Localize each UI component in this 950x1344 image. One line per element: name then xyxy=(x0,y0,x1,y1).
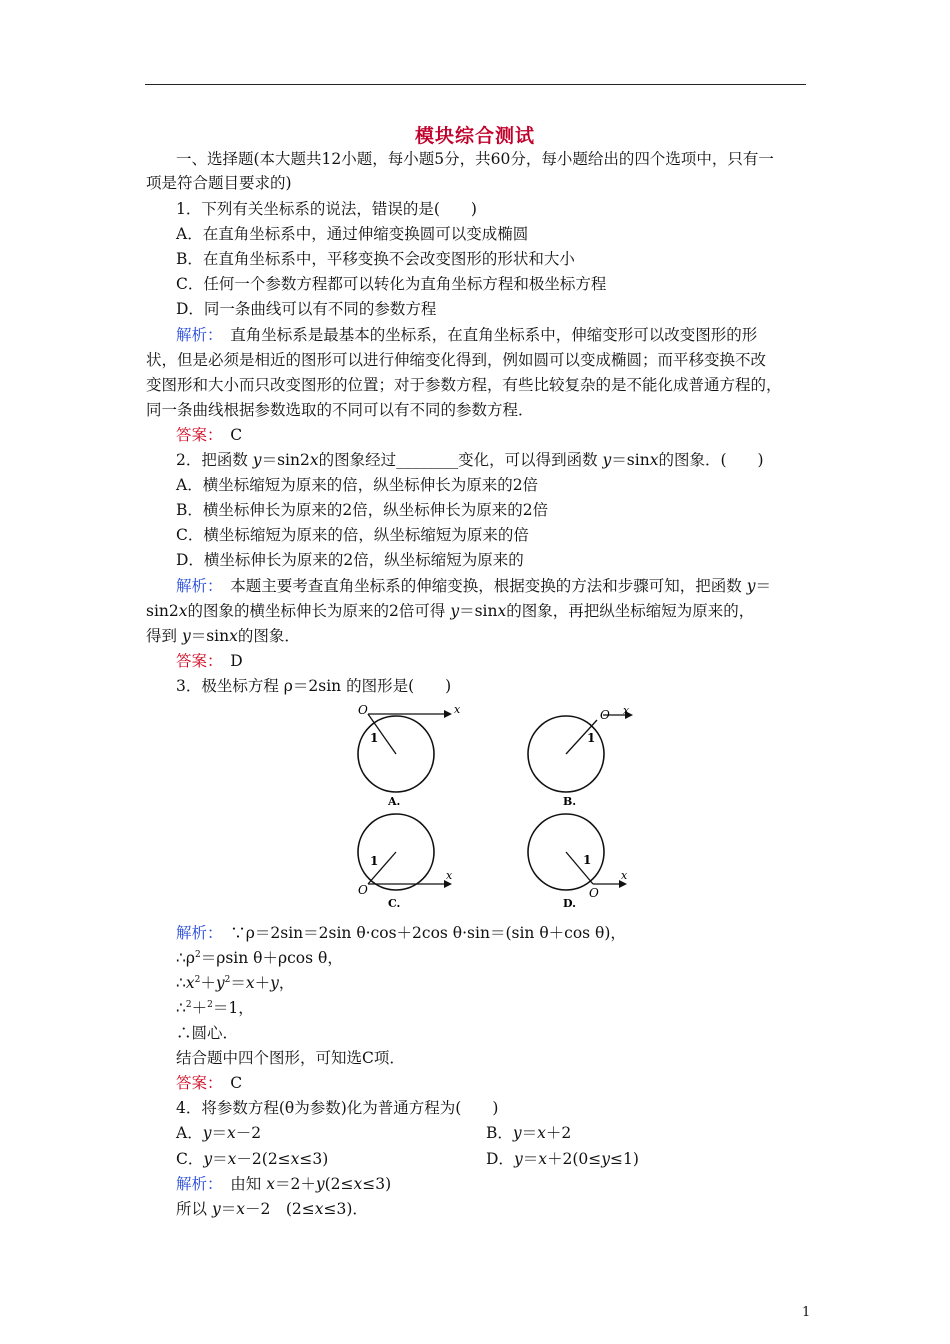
figure-option-d xyxy=(515,806,645,920)
analysis-label: 解析： xyxy=(176,924,215,942)
page-title: 模块综合测试 xyxy=(414,125,535,147)
q1-analysis-text: 直角坐标系是最基本的坐标系，在直角坐标系中，伸缩变形可以改变图形的形 xyxy=(214,326,758,344)
q1-stem: 1．下列有关坐标系的说法，错误的是( ) xyxy=(176,200,477,218)
radius-label: 1 xyxy=(583,853,592,867)
q2-option-b: B．横坐标伸长为原来的2倍，纵坐标伸长为原来的2倍 xyxy=(176,501,549,519)
q2-answer xyxy=(176,652,243,670)
q4-option-c: C．y＝x－2(2≤x≤3) xyxy=(176,1150,329,1168)
q4-analysis-2: 所以 y＝x－2 (2≤x≤3)． xyxy=(176,1200,368,1218)
answer-label: 答案： xyxy=(176,426,215,444)
q2-option-d: D．横坐标伸长为原来的2倍，纵坐标缩短为原来的 xyxy=(176,551,524,569)
q3-analysis: 解析： ∵ρ＝2sin＝2sin θ·cos＋2cos θ·sin＝(sin θ＋cos θ)， xyxy=(176,924,626,942)
q4-analysis: 解析： 由知 x＝2＋y(2≤x≤3) xyxy=(176,1175,392,1193)
q2-answer-value: D xyxy=(214,652,243,670)
radius-label: 1 xyxy=(370,854,379,868)
circle-diagram-d xyxy=(515,806,645,916)
page-number: 1 xyxy=(802,1305,811,1320)
q1-analysis-3: 变图形和大小而只改变图形的位置；对于参数方程，有些比较复杂的是不能化成普通方程的， xyxy=(146,376,782,394)
q1-answer-value: C xyxy=(214,426,243,444)
q2-analysis: 解析： 本题主要考查直角坐标系的伸缩变换，根据变换的方法和步骤可知，把函数 y＝ xyxy=(176,577,771,595)
q2-stem: 2．把函数 y＝sin2x的图象经过________变化，可以得到函数 y＝sinx的图象．( ) xyxy=(176,451,764,469)
origin-label: O xyxy=(600,708,610,722)
q1-option-a: A．在直角坐标系中，通过伸缩变换圆可以变成椭圆 xyxy=(176,225,529,243)
q3-analysis-6: 结合题中四个图形，可知选C项． xyxy=(176,1049,405,1067)
q2-analysis-2: sin2x的图象的横坐标伸长为原来的2倍可得 y＝sinx的图象，再把纵坐标缩短为原来的， xyxy=(146,602,755,620)
q2-analysis-3: 得到 y＝sinx的图象． xyxy=(146,627,300,645)
q3-analysis-2: $\therefore\rho^2=\rho\sin$ θ＋ρcos θ， xyxy=(176,949,343,967)
radius-label: 1 xyxy=(370,731,379,745)
axis-label: x xyxy=(623,704,630,717)
answer-label: 答案： xyxy=(176,652,215,670)
origin-label: O xyxy=(358,703,368,717)
q1-answer xyxy=(176,426,242,444)
q3-stem: 3．极坐标方程 ρ＝2sin 的图形是( ) xyxy=(176,677,452,695)
q1-option-b: B．在直角坐标系中，平移变换不会改变图形的形状和大小 xyxy=(176,250,575,268)
arrow-head xyxy=(444,710,452,718)
figure-option-b xyxy=(515,700,645,819)
q3-answer-value: C xyxy=(214,1074,243,1092)
q2-option-a: A．横坐标缩短为原来的倍，纵坐标伸长为原来的2倍 xyxy=(176,476,539,494)
origin-label: O xyxy=(589,886,599,900)
figure-option-c xyxy=(340,806,470,920)
q1-analysis xyxy=(176,326,757,344)
circle-diagram-b xyxy=(515,700,645,815)
q3-answer xyxy=(176,1074,242,1092)
q1-option-c: C．任何一个参数方程都可以转化为直角坐标方程和极坐标方程 xyxy=(176,275,607,293)
circle-diagram-c xyxy=(340,806,470,916)
q4-stem: 4．将参数方程(θ为参数)化为普通方程为( ) xyxy=(176,1099,499,1117)
circle-diagram-a xyxy=(340,700,470,815)
q4-option-d: D．y＝x＋2(0≤y≤1) xyxy=(486,1150,639,1168)
option-label: D. xyxy=(563,897,576,910)
option-label: A. xyxy=(388,795,401,808)
q4-option-a: A．y＝x－2 xyxy=(176,1124,262,1142)
figure-option-a xyxy=(340,700,470,819)
q3-analysis-4: ∴$^2$＋$^2$＝1， xyxy=(176,999,254,1017)
q4-option-b: B．y＝x＋2 xyxy=(486,1124,572,1142)
header-rule xyxy=(145,84,806,85)
analysis-label: 解析： xyxy=(176,326,215,344)
q1-option-d: D．同一条曲线可以有不同的参数方程 xyxy=(176,300,437,318)
analysis-label: 解析： xyxy=(176,1175,215,1193)
q3-analysis-5: ∴圆心． xyxy=(176,1024,239,1042)
origin-label: O xyxy=(358,883,368,897)
axis-label: x xyxy=(621,869,628,882)
analysis-label: 解析： xyxy=(176,577,215,595)
axis-label: x xyxy=(446,869,453,882)
q2-option-c: C．横坐标缩短为原来的倍，纵坐标缩短为原来的倍 xyxy=(176,526,529,544)
q1-analysis-4: 同一条曲线根据参数选取的不同可以有不同的参数方程． xyxy=(146,401,534,419)
q1-analysis-2: 状，但是必须是相近的图形可以进行伸缩变化得到，例如圆可以变成椭圆；而平移变换不改 xyxy=(146,351,767,369)
radius-label: 1 xyxy=(587,731,596,745)
axis-label: x xyxy=(454,703,461,716)
option-label: C. xyxy=(388,897,401,910)
option-label: B. xyxy=(563,795,577,808)
q3-analysis-3: $\therefore x^2+y^2=x+y$， xyxy=(176,974,295,992)
section-heading-cont: 项是符合题目要求的) xyxy=(146,174,292,192)
section-heading: 一、选择题(本大题共12小题，每小题5分，共60分，每小题给出的四个选项中，只有一 xyxy=(176,150,774,168)
answer-label: 答案： xyxy=(176,1074,215,1092)
